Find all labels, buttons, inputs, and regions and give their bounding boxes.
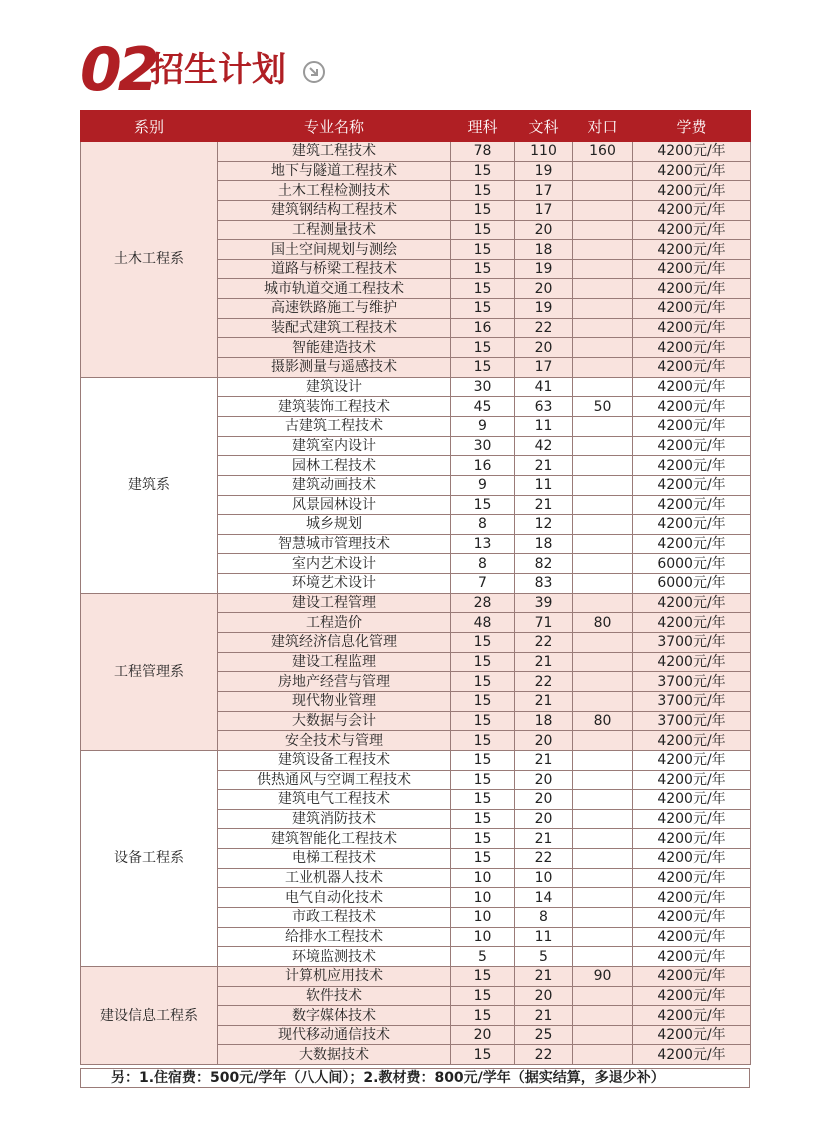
science-cell: 15 bbox=[451, 299, 515, 319]
tuition-cell: 4200元/年 bbox=[633, 1025, 751, 1045]
science-cell: 9 bbox=[451, 475, 515, 495]
vocational-cell bbox=[573, 358, 633, 378]
vocational-cell bbox=[573, 790, 633, 810]
tuition-cell: 4200元/年 bbox=[633, 790, 751, 810]
tuition-cell: 4200元/年 bbox=[633, 927, 751, 947]
science-cell: 10 bbox=[451, 888, 515, 908]
major-cell: 高速铁路施工与维护 bbox=[218, 299, 451, 319]
vocational-cell bbox=[573, 809, 633, 829]
tuition-cell: 4200元/年 bbox=[633, 1045, 751, 1065]
tuition-cell: 4200元/年 bbox=[633, 259, 751, 279]
tuition-cell: 4200元/年 bbox=[633, 279, 751, 299]
arts-cell: 39 bbox=[515, 593, 573, 613]
table-row bbox=[81, 593, 751, 613]
tuition-cell: 3700元/年 bbox=[633, 672, 751, 692]
science-cell: 15 bbox=[451, 240, 515, 260]
arts-cell: 71 bbox=[515, 613, 573, 633]
section-number: 02 bbox=[80, 35, 156, 105]
science-cell: 15 bbox=[451, 731, 515, 751]
vocational-cell bbox=[573, 377, 633, 397]
arts-cell: 19 bbox=[515, 299, 573, 319]
vocational-cell bbox=[573, 849, 633, 869]
vocational-cell bbox=[573, 986, 633, 1006]
tuition-cell: 4200元/年 bbox=[633, 731, 751, 751]
vocational-cell bbox=[573, 279, 633, 299]
science-cell: 5 bbox=[451, 947, 515, 967]
science-cell: 15 bbox=[451, 220, 515, 240]
arts-cell: 22 bbox=[515, 318, 573, 338]
tuition-cell: 4200元/年 bbox=[633, 515, 751, 535]
major-cell: 智能建造技术 bbox=[218, 338, 451, 358]
vocational-cell bbox=[573, 829, 633, 849]
science-cell: 78 bbox=[451, 142, 515, 162]
science-cell: 15 bbox=[451, 750, 515, 770]
footnote: 另：1.住宿费：500元/学年（八人间）；2.教材费：800元/学年（据实结算，多退少补） bbox=[80, 1068, 750, 1088]
vocational-cell bbox=[573, 475, 633, 495]
vocational-cell bbox=[573, 515, 633, 535]
science-cell: 8 bbox=[451, 515, 515, 535]
major-cell: 现代移动通信技术 bbox=[218, 1025, 451, 1045]
arts-cell: 21 bbox=[515, 966, 573, 986]
science-cell: 15 bbox=[451, 652, 515, 672]
arts-cell: 17 bbox=[515, 200, 573, 220]
table-row bbox=[81, 377, 751, 397]
tuition-cell: 4200元/年 bbox=[633, 220, 751, 240]
arts-cell: 22 bbox=[515, 1045, 573, 1065]
arts-cell: 20 bbox=[515, 220, 573, 240]
arts-cell: 63 bbox=[515, 397, 573, 417]
table-header-row bbox=[81, 111, 751, 142]
tuition-cell: 4200元/年 bbox=[633, 318, 751, 338]
arts-cell: 8 bbox=[515, 907, 573, 927]
vocational-cell bbox=[573, 259, 633, 279]
arts-cell: 18 bbox=[515, 240, 573, 260]
vocational-cell bbox=[573, 554, 633, 574]
science-cell: 16 bbox=[451, 456, 515, 476]
vocational-cell: 50 bbox=[573, 397, 633, 417]
arts-cell: 20 bbox=[515, 986, 573, 1006]
tuition-cell: 4200元/年 bbox=[633, 338, 751, 358]
vocational-cell bbox=[573, 907, 633, 927]
enrollment-plan-table bbox=[80, 110, 751, 1065]
vocational-cell bbox=[573, 691, 633, 711]
tuition-cell: 4200元/年 bbox=[633, 593, 751, 613]
science-cell: 45 bbox=[451, 397, 515, 417]
tuition-cell: 4200元/年 bbox=[633, 456, 751, 476]
tuition-cell: 4200元/年 bbox=[633, 770, 751, 790]
tuition-cell: 6000元/年 bbox=[633, 574, 751, 594]
science-cell: 48 bbox=[451, 613, 515, 633]
major-cell: 园林工程技术 bbox=[218, 456, 451, 476]
science-cell: 30 bbox=[451, 436, 515, 456]
arts-cell: 10 bbox=[515, 868, 573, 888]
tuition-cell: 4200元/年 bbox=[633, 240, 751, 260]
science-cell: 15 bbox=[451, 691, 515, 711]
tuition-cell: 4200元/年 bbox=[633, 986, 751, 1006]
major-cell: 建筑经济信息化管理 bbox=[218, 633, 451, 653]
major-cell: 地下与隧道工程技术 bbox=[218, 161, 451, 181]
major-cell: 城市轨道交通工程技术 bbox=[218, 279, 451, 299]
tuition-cell: 4200元/年 bbox=[633, 416, 751, 436]
vocational-cell bbox=[573, 318, 633, 338]
vocational-cell bbox=[573, 770, 633, 790]
header-vocational: 对口 bbox=[573, 111, 633, 142]
tuition-cell: 4200元/年 bbox=[633, 397, 751, 417]
science-cell: 15 bbox=[451, 966, 515, 986]
vocational-cell bbox=[573, 456, 633, 476]
vocational-cell: 80 bbox=[573, 613, 633, 633]
major-cell: 摄影测量与遥感技术 bbox=[218, 358, 451, 378]
major-cell: 建筑设计 bbox=[218, 377, 451, 397]
tuition-cell: 4200元/年 bbox=[633, 907, 751, 927]
major-cell: 建筑电气工程技术 bbox=[218, 790, 451, 810]
vocational-cell bbox=[573, 1025, 633, 1045]
major-cell: 环境监测技术 bbox=[218, 947, 451, 967]
major-cell: 给排水工程技术 bbox=[218, 927, 451, 947]
arts-cell: 21 bbox=[515, 691, 573, 711]
vocational-cell bbox=[573, 731, 633, 751]
tuition-cell: 4200元/年 bbox=[633, 181, 751, 201]
arts-cell: 18 bbox=[515, 711, 573, 731]
arts-cell: 21 bbox=[515, 456, 573, 476]
major-cell: 大数据与会计 bbox=[218, 711, 451, 731]
major-cell: 风景园林设计 bbox=[218, 495, 451, 515]
arts-cell: 21 bbox=[515, 652, 573, 672]
vocational-cell bbox=[573, 161, 633, 181]
arts-cell: 17 bbox=[515, 181, 573, 201]
vocational-cell: 160 bbox=[573, 142, 633, 162]
major-cell: 工程测量技术 bbox=[218, 220, 451, 240]
tuition-cell: 6000元/年 bbox=[633, 554, 751, 574]
arts-cell: 20 bbox=[515, 809, 573, 829]
major-cell: 城乡规划 bbox=[218, 515, 451, 535]
arts-cell: 21 bbox=[515, 1006, 573, 1026]
vocational-cell bbox=[573, 672, 633, 692]
science-cell: 15 bbox=[451, 809, 515, 829]
vocational-cell bbox=[573, 416, 633, 436]
science-cell: 15 bbox=[451, 633, 515, 653]
major-cell: 土木工程检测技术 bbox=[218, 181, 451, 201]
science-cell: 13 bbox=[451, 534, 515, 554]
vocational-cell bbox=[573, 574, 633, 594]
department-cell: 设备工程系 bbox=[81, 750, 218, 966]
major-cell: 大数据技术 bbox=[218, 1045, 451, 1065]
science-cell: 15 bbox=[451, 986, 515, 1006]
tuition-cell: 3700元/年 bbox=[633, 711, 751, 731]
arts-cell: 11 bbox=[515, 475, 573, 495]
arts-cell: 21 bbox=[515, 829, 573, 849]
tuition-cell: 4200元/年 bbox=[633, 809, 751, 829]
major-cell: 室内艺术设计 bbox=[218, 554, 451, 574]
major-cell: 道路与桥梁工程技术 bbox=[218, 259, 451, 279]
science-cell: 10 bbox=[451, 927, 515, 947]
department-cell: 建筑系 bbox=[81, 377, 218, 593]
science-cell: 8 bbox=[451, 554, 515, 574]
vocational-cell bbox=[573, 868, 633, 888]
vocational-cell bbox=[573, 200, 633, 220]
vocational-cell bbox=[573, 947, 633, 967]
science-cell: 15 bbox=[451, 181, 515, 201]
arts-cell: 20 bbox=[515, 338, 573, 358]
major-cell: 智慧城市管理技术 bbox=[218, 534, 451, 554]
header-tuition: 学费 bbox=[633, 111, 751, 142]
tuition-cell: 4200元/年 bbox=[633, 750, 751, 770]
arts-cell: 22 bbox=[515, 672, 573, 692]
arts-cell: 25 bbox=[515, 1025, 573, 1045]
major-cell: 建筑设备工程技术 bbox=[218, 750, 451, 770]
major-cell: 建设工程监理 bbox=[218, 652, 451, 672]
arts-cell: 11 bbox=[515, 927, 573, 947]
science-cell: 9 bbox=[451, 416, 515, 436]
major-cell: 安全技术与管理 bbox=[218, 731, 451, 751]
arts-cell: 11 bbox=[515, 416, 573, 436]
header-arts: 文科 bbox=[515, 111, 573, 142]
major-cell: 供热通风与空调工程技术 bbox=[218, 770, 451, 790]
major-cell: 建筑装饰工程技术 bbox=[218, 397, 451, 417]
science-cell: 15 bbox=[451, 161, 515, 181]
science-cell: 15 bbox=[451, 1045, 515, 1065]
tuition-cell: 4200元/年 bbox=[633, 652, 751, 672]
science-cell: 20 bbox=[451, 1025, 515, 1045]
vocational-cell bbox=[573, 1045, 633, 1065]
table-row bbox=[81, 750, 751, 770]
science-cell: 15 bbox=[451, 200, 515, 220]
tuition-cell: 4200元/年 bbox=[633, 947, 751, 967]
major-cell: 装配式建筑工程技术 bbox=[218, 318, 451, 338]
table-row bbox=[81, 966, 751, 986]
arts-cell: 20 bbox=[515, 731, 573, 751]
major-cell: 古建筑工程技术 bbox=[218, 416, 451, 436]
arts-cell: 83 bbox=[515, 574, 573, 594]
arts-cell: 20 bbox=[515, 790, 573, 810]
tuition-cell: 3700元/年 bbox=[633, 633, 751, 653]
tuition-cell: 4200元/年 bbox=[633, 377, 751, 397]
vocational-cell bbox=[573, 750, 633, 770]
arts-cell: 41 bbox=[515, 377, 573, 397]
science-cell: 15 bbox=[451, 358, 515, 378]
major-cell: 软件技术 bbox=[218, 986, 451, 1006]
vocational-cell: 90 bbox=[573, 966, 633, 986]
table-row bbox=[81, 142, 751, 162]
science-cell: 28 bbox=[451, 593, 515, 613]
science-cell: 15 bbox=[451, 790, 515, 810]
major-cell: 电气自动化技术 bbox=[218, 888, 451, 908]
vocational-cell bbox=[573, 652, 633, 672]
science-cell: 15 bbox=[451, 770, 515, 790]
major-cell: 建筑室内设计 bbox=[218, 436, 451, 456]
vocational-cell bbox=[573, 633, 633, 653]
science-cell: 15 bbox=[451, 259, 515, 279]
tuition-cell: 4200元/年 bbox=[633, 200, 751, 220]
arts-cell: 22 bbox=[515, 633, 573, 653]
major-cell: 建设工程管理 bbox=[218, 593, 451, 613]
arts-cell: 22 bbox=[515, 849, 573, 869]
arts-cell: 18 bbox=[515, 534, 573, 554]
science-cell: 10 bbox=[451, 907, 515, 927]
vocational-cell bbox=[573, 927, 633, 947]
arts-cell: 110 bbox=[515, 142, 573, 162]
arts-cell: 19 bbox=[515, 259, 573, 279]
vocational-cell bbox=[573, 299, 633, 319]
vocational-cell bbox=[573, 181, 633, 201]
major-cell: 工程造价 bbox=[218, 613, 451, 633]
header-science: 理科 bbox=[451, 111, 515, 142]
tuition-cell: 3700元/年 bbox=[633, 691, 751, 711]
major-cell: 环境艺术设计 bbox=[218, 574, 451, 594]
vocational-cell bbox=[573, 534, 633, 554]
tuition-cell: 4200元/年 bbox=[633, 966, 751, 986]
header-department: 系别 bbox=[81, 111, 218, 142]
arts-cell: 21 bbox=[515, 495, 573, 515]
tuition-cell: 4200元/年 bbox=[633, 161, 751, 181]
major-cell: 建筑工程技术 bbox=[218, 142, 451, 162]
department-cell: 工程管理系 bbox=[81, 593, 218, 750]
tuition-cell: 4200元/年 bbox=[633, 495, 751, 515]
vocational-cell bbox=[573, 240, 633, 260]
science-cell: 15 bbox=[451, 1006, 515, 1026]
vocational-cell bbox=[573, 593, 633, 613]
major-cell: 建筑消防技术 bbox=[218, 809, 451, 829]
science-cell: 15 bbox=[451, 495, 515, 515]
tuition-cell: 4200元/年 bbox=[633, 888, 751, 908]
science-cell: 15 bbox=[451, 829, 515, 849]
tuition-cell: 4200元/年 bbox=[633, 358, 751, 378]
science-cell: 15 bbox=[451, 711, 515, 731]
science-cell: 15 bbox=[451, 338, 515, 358]
vocational-cell bbox=[573, 338, 633, 358]
arts-cell: 21 bbox=[515, 750, 573, 770]
tuition-cell: 4200元/年 bbox=[633, 436, 751, 456]
science-cell: 7 bbox=[451, 574, 515, 594]
major-cell: 建筑智能化工程技术 bbox=[218, 829, 451, 849]
major-cell: 国土空间规划与测绘 bbox=[218, 240, 451, 260]
vocational-cell bbox=[573, 220, 633, 240]
tuition-cell: 4200元/年 bbox=[633, 534, 751, 554]
arts-cell: 17 bbox=[515, 358, 573, 378]
science-cell: 15 bbox=[451, 279, 515, 299]
tuition-cell: 4200元/年 bbox=[633, 475, 751, 495]
major-cell: 工业机器人技术 bbox=[218, 868, 451, 888]
tuition-cell: 4200元/年 bbox=[633, 868, 751, 888]
arts-cell: 20 bbox=[515, 279, 573, 299]
arts-cell: 12 bbox=[515, 515, 573, 535]
vocational-cell bbox=[573, 495, 633, 515]
arts-cell: 19 bbox=[515, 161, 573, 181]
major-cell: 现代物业管理 bbox=[218, 691, 451, 711]
major-cell: 电梯工程技术 bbox=[218, 849, 451, 869]
header-major: 专业名称 bbox=[218, 111, 451, 142]
tuition-cell: 4200元/年 bbox=[633, 142, 751, 162]
department-cell: 土木工程系 bbox=[81, 142, 218, 378]
major-cell: 计算机应用技术 bbox=[218, 966, 451, 986]
arts-cell: 20 bbox=[515, 770, 573, 790]
vocational-cell bbox=[573, 1006, 633, 1026]
science-cell: 15 bbox=[451, 672, 515, 692]
science-cell: 30 bbox=[451, 377, 515, 397]
major-cell: 建筑动画技术 bbox=[218, 475, 451, 495]
major-cell: 建筑钢结构工程技术 bbox=[218, 200, 451, 220]
major-cell: 房地产经营与管理 bbox=[218, 672, 451, 692]
tuition-cell: 4200元/年 bbox=[633, 1006, 751, 1026]
vocational-cell bbox=[573, 436, 633, 456]
arts-cell: 14 bbox=[515, 888, 573, 908]
tuition-cell: 4200元/年 bbox=[633, 849, 751, 869]
vocational-cell: 80 bbox=[573, 711, 633, 731]
major-cell: 市政工程技术 bbox=[218, 907, 451, 927]
major-cell: 数字媒体技术 bbox=[218, 1006, 451, 1026]
science-cell: 10 bbox=[451, 868, 515, 888]
science-cell: 15 bbox=[451, 849, 515, 869]
arts-cell: 82 bbox=[515, 554, 573, 574]
arts-cell: 5 bbox=[515, 947, 573, 967]
department-cell: 建设信息工程系 bbox=[81, 966, 218, 1064]
vocational-cell bbox=[573, 888, 633, 908]
page-title: 招生计划 bbox=[150, 50, 286, 90]
arrow-circle-icon bbox=[302, 60, 326, 84]
tuition-cell: 4200元/年 bbox=[633, 299, 751, 319]
tuition-cell: 4200元/年 bbox=[633, 829, 751, 849]
arts-cell: 42 bbox=[515, 436, 573, 456]
tuition-cell: 4200元/年 bbox=[633, 613, 751, 633]
science-cell: 16 bbox=[451, 318, 515, 338]
